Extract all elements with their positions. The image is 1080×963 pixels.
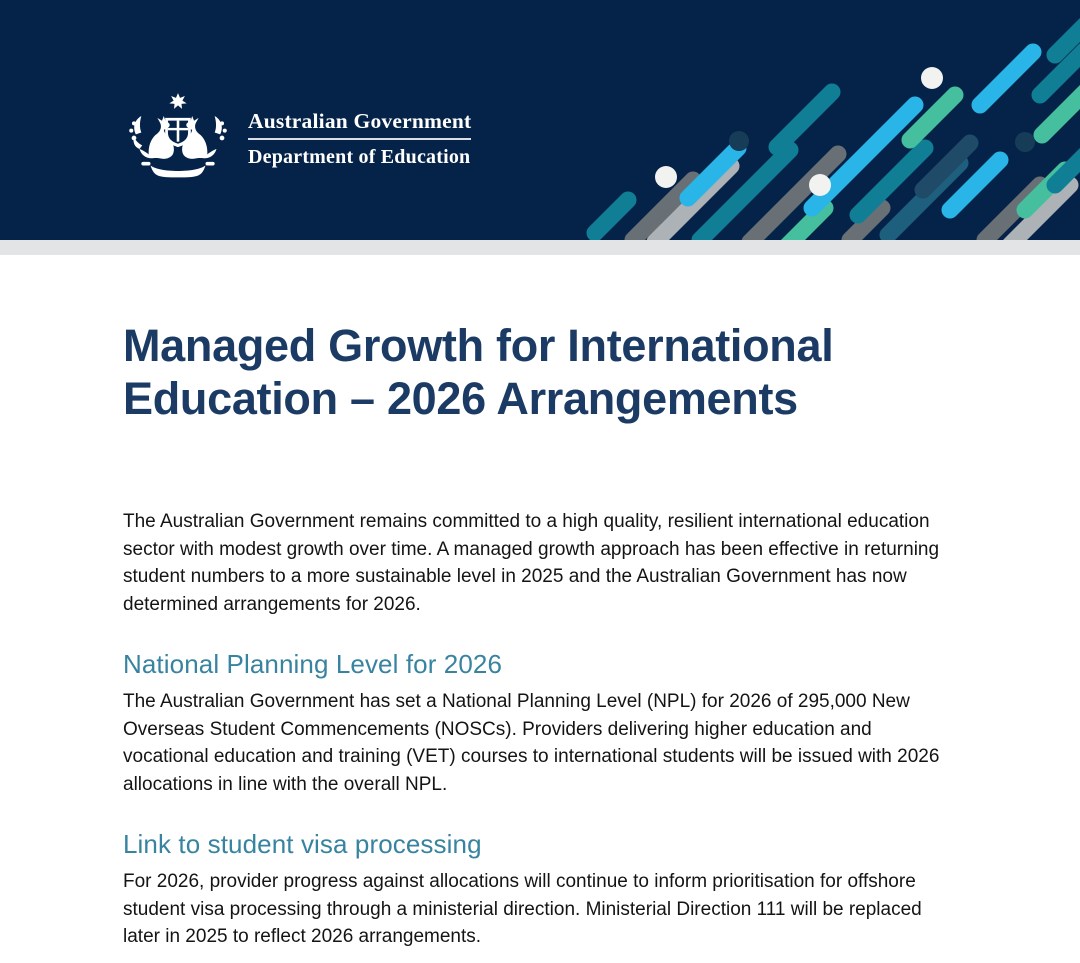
brand-divider bbox=[248, 138, 471, 140]
section-body-npl: The Australian Government has set a National Planning Level (NPL) for 2026 of 295,000 New Overseas Student Commencements (NOSCs). Providers delivering higher education and vocational education and training (VET) courses to international students will be issued with 2026 allocations in line with the overall NPL. bbox=[123, 691, 940, 795]
section-heading-visa: Link to student visa processing bbox=[123, 829, 482, 859]
department-name: Department of Education bbox=[248, 145, 471, 168]
intro-paragraph: The Australian Government remains committed to a high quality, resilient international education sector with modest growth over time. A managed growth approach has been effective in returning student numbers to a more sustainable level in 2025 and the Australian Government has now determined arrangements for 2026. bbox=[123, 511, 940, 615]
document-title: Managed Growth for International Education – 2026 Arrangements bbox=[123, 320, 834, 424]
agency-name: Australian Government bbox=[248, 108, 472, 133]
section-body-visa: For 2026, provider progress against allocations will continue to inform prioritisation for offshore student visa processing through a ministerial direction. Ministerial Direction 111 will be replaced later in 2025 to reflect 2026 arrangements. bbox=[123, 871, 922, 947]
header-banner bbox=[0, 0, 1080, 240]
brand-text-block bbox=[248, 109, 471, 168]
australian-coat-of-arms-icon bbox=[123, 90, 233, 186]
section-heading-npl: National Planning Level for 2026 bbox=[123, 649, 503, 679]
section-national-planning-level bbox=[123, 648, 962, 798]
section-visa-processing bbox=[123, 828, 962, 951]
header-accent-strip bbox=[0, 240, 1080, 255]
decorative-stripes-graphic bbox=[560, 0, 1080, 240]
document-content bbox=[0, 319, 1080, 951]
government-brand bbox=[123, 90, 471, 186]
